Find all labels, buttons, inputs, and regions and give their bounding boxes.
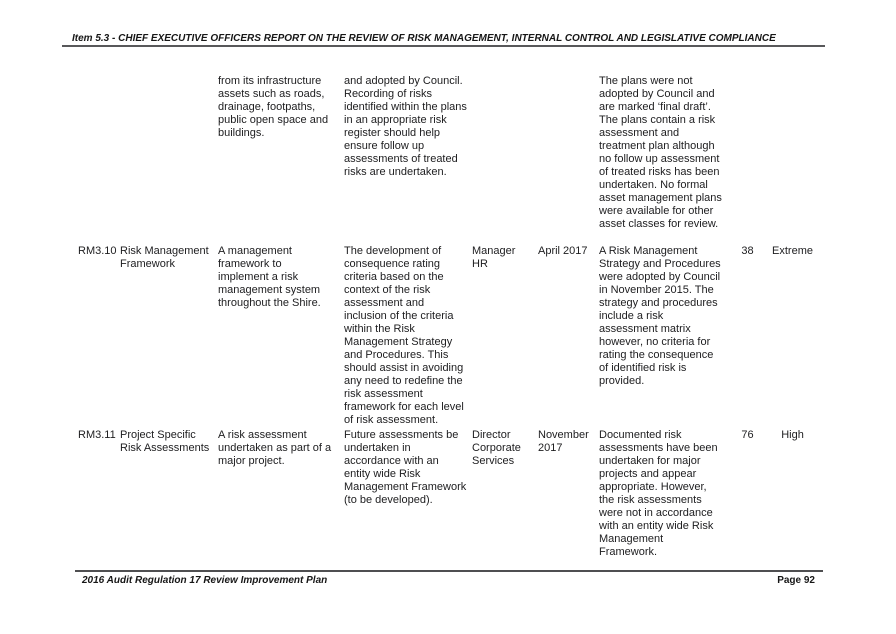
cell-item-id: RM3.11 (78, 429, 116, 441)
cell-score (730, 75, 765, 231)
cell-description: A risk assessment undertaken as part of a major project. (218, 429, 332, 467)
cell-responsible: Director Corporate Services (472, 429, 521, 467)
cell-action: Future assessments be undertaken in accordance with an entity wide Risk Management Framework (to be developed). (344, 429, 467, 506)
cell-findings: Documented risk assessments have been undertaken for major projects and appear appropriate. However, the risk assessments were not in accordance with an entity wide Risk Management Framework. (599, 429, 718, 558)
cell-item-id (78, 75, 120, 231)
cell-date (538, 75, 599, 231)
cell-score: 76 (741, 429, 754, 441)
table-row (78, 245, 820, 427)
footer-page-number: Page 92 (777, 575, 815, 586)
table-row (78, 429, 820, 559)
cell-item-id: RM3.10 (78, 245, 117, 257)
cell-description: from its infrastructure assets such as roads, drainage, footpaths, public open space and buildings. (218, 75, 329, 139)
cell-date: November 2017 (538, 429, 589, 454)
cell-rating: High (781, 429, 804, 441)
cell-title: Project Specific Risk Assessments (120, 429, 210, 454)
footer-rule (75, 570, 823, 572)
cell-rating (765, 75, 820, 231)
cell-findings: A Risk Management Strategy and Procedures were adopted by Council in November 2015. The strategy and procedures include a risk assessment matrix however, no criteria for rating the consequence of identified risk is provided. (599, 245, 721, 387)
table-row (78, 75, 820, 231)
cell-responsible (472, 75, 538, 231)
page-header-title: Item 5.3 - CHIEF EXECUTIVE OFFICERS REPORT ON THE REVIEW OF RISK MANAGEMENT, INTERNAL CONTROL AND LEGISLATIVE COMPLIANCE (72, 33, 776, 44)
cell-title (120, 75, 218, 231)
cell-responsible: Manager HR (472, 245, 516, 270)
cell-score: 38 (741, 245, 754, 257)
header-rule (62, 45, 825, 47)
footer-document-title: 2016 Audit Regulation 17 Review Improvement Plan (82, 575, 328, 586)
cell-action: The development of consequence rating criteria based on the context of the risk assessment and inclusion of the criteria within the Risk Management Strategy and Procedures. This should assist in avoiding any need to redefine the risk assessment framework for each level of risk assessment. (344, 245, 464, 426)
cell-action: and adopted by Council. Recording of risks identified within the plans in an appropriate risk register should help ensure follow up assessments of treated risks are undertaken. (344, 75, 467, 178)
cell-findings: The plans were not adopted by Council and are marked ‘final draft’. The plans contain a risk assessment and treatment plan although no follow up assessment of treated risks has been undertaken. No formal asset management plans were available for other asset classes for review. (599, 75, 722, 230)
cell-date: April 2017 (538, 245, 588, 257)
cell-title: Risk Management Framework (120, 245, 209, 270)
cell-description: A management framework to implement a risk management system throughout the Shire. (218, 245, 321, 309)
cell-rating: Extreme (772, 245, 813, 257)
